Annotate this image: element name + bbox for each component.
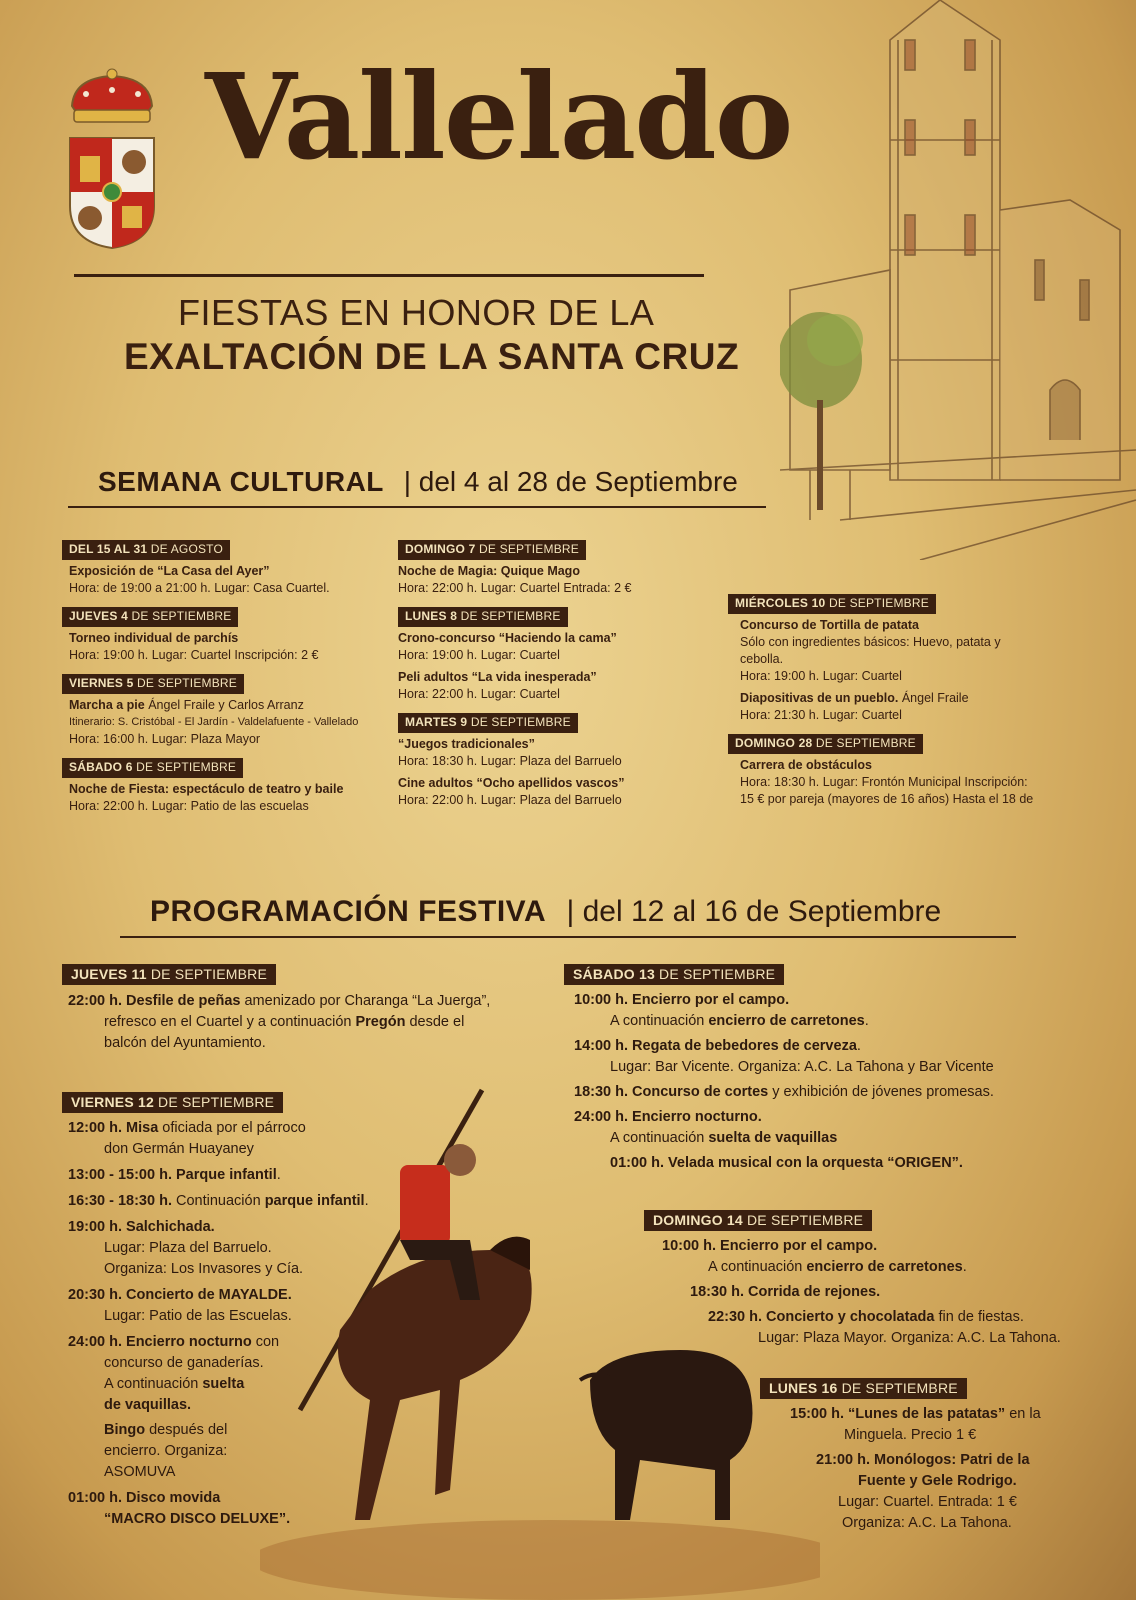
sc-event [62,540,382,597]
event-title: Noche de Magia: Quique Mago [398,564,580,578]
programacion-divider [120,936,1016,938]
fest-event: 15:00 h. “Lunes de las patatas” en la Minguela. Precio 1 € 21:00 h. Monólogos: Patri de la Fuente y Gele Rodrigo. Lugar: Cuartel. Entrada: 1 € Organiza: A.C. La Tahona. [790,1406,1041,1531]
lunes-16 [760,1378,1080,1534]
sc-event [398,607,698,703]
sc-col1 [62,540,382,815]
date-badge: VIERNES 5 DE SEPTIEMBRE [62,674,244,694]
domingo-14 [644,1210,1064,1349]
event-info: Hora: 18:30 h. Lugar: Frontón Municipal Inscripción: [740,775,1028,789]
event-info: Hora: 22:00 h. Lugar: Cuartel Entrada: 2 € [398,581,632,595]
fest-event: 12:00 h. Misa oficiada por el párroco don Germán Huayaney 13:00 - 15:00 h. Parque infantil. 16:30 - 18:30 h. Continuación parque infantil. 19:00 h. Salchichada. Lugar: Plaza del Barruelo. Organiza: Los Invasores y Cía. 20:30 h. Concierto de MAYALDE. Lugar: Patio de las Escuelas. 24:00 h. Encierro nocturno con concurso de ganaderías. A continuación suelta de vaquillas. Bingo después del encierro. Organiza: ASOMUVA 01:00 h. Disco movida “MACRO DISCO DELUXE”. [68,1120,369,1527]
event-info: Itinerario: S. Cristóbal - El Jardín - Valdelafuente - Vallelado [69,716,359,728]
event-info: Hora: 22:00 h. Lugar: Plaza del Barruelo [398,793,622,807]
event-title: Concurso de Tortilla de patata [740,618,919,632]
event-title: Torneo individual de parchís [69,631,239,645]
date-badge: SÁBADO 13 DE SEPTIEMBRE [564,964,784,985]
semana-divider [68,506,766,508]
fest-event: 10:00 h. Encierro por el campo. A continuación encierro de carretones. 14:00 h. Regata de bebedores de cerveza. Lugar: Bar Vicente. Organiza: A.C. La Tahona y Bar Vicente 18:30 h. Concurso de cortes y exhibición de jóvenes promesas. 24:00 h. Encierro nocturno. A continuación suelta de vaquillas 01:00 h. Velada musical con la orquesta “ORIGEN”. [574,992,994,1171]
event-desc: Sólo con ingredientes básicos: Huevo, patata y cebolla. [740,635,1001,666]
event-title: Marcha a pie [69,698,145,712]
coat-of-arms-icon [64,66,160,252]
event-title: Crono-concurso “Haciendo la cama” [398,631,617,645]
sc-event [728,594,1064,724]
event-title: “Juegos tradicionales” [398,737,535,751]
event-info: Hora: 21:30 h. Lugar: Cuartel [740,708,902,722]
event-info: Hora: 22:00 h. Lugar: Cuartel [398,687,560,701]
date-badge: MARTES 9 DE SEPTIEMBRE [398,713,578,733]
semana-cultural-dates: | del 4 al 28 de Septiembre [403,466,738,497]
date-badge: VIERNES 12 DE SEPTIEMBRE [62,1092,283,1113]
sc-event [398,713,698,809]
subtitle-line2: EXALTACIÓN DE LA SANTA CRUZ [124,336,740,377]
viernes-12 [62,1092,422,1530]
semana-cultural-label: SEMANA CULTURAL [98,466,384,497]
date-badge: DOMINGO 14 DE SEPTIEMBRE [644,1210,872,1231]
sc-event [62,607,382,664]
programacion-heading [150,895,941,929]
programacion-label: PROGRAMACIÓN FESTIVA [150,895,547,928]
sc-event [728,734,1064,808]
date-badge: JUEVES 11 DE SEPTIEMBRE [62,964,276,985]
programacion-dates: | del 12 al 16 de Septiembre [566,895,942,928]
event-title: Noche de Fiesta: espectáculo de teatro y baile [69,782,344,796]
event-title-extra: Ángel Fraile [898,691,969,705]
sc-col3 [728,594,1064,808]
fest-event: 22:00 h. Desfile de peñas amenizado por Charanga “La Juerga”, refresco en el Cuartel y a continuación Pregón desde el balcón del Ayuntamiento. [68,993,491,1051]
event-info: 15 € por pareja (mayores de 16 años) Hasta el 18 de [740,792,1034,806]
page-title: Vallelado [205,47,792,186]
sabado-13 [564,964,1034,1174]
sc-event [398,540,698,597]
date-badge: MIÉRCOLES 10 DE SEPTIEMBRE [728,594,936,614]
bull-icon [580,1350,753,1520]
date-badge: DOMINGO 7 DE SEPTIEMBRE [398,540,586,560]
sc-col2 [398,540,698,809]
sc-event [62,674,382,748]
subtitle-line1: FIESTAS EN HONOR DE LA [178,292,655,333]
event-info: Hora: 19:00 h. Lugar: Cuartel Inscripción: 2 € [69,648,319,662]
fest-event: 10:00 h. Encierro por el campo. A continuación encierro de carretones. 18:30 h. Corrida de rejones. 22:30 h. Concierto y chocolatada fin de fiestas. Lugar: Plaza Mayor. Organiza: A.C. La Tahona. [662,1238,1061,1346]
event-info: Hora: de 19:00 a 21:00 h. Lugar: Casa Cuartel. [69,581,330,595]
event-title: Diapositivas de un pueblo. [740,691,899,705]
event-title: Carrera de obstáculos [740,758,872,772]
event-title: Cine adultos “Ocho apellidos vascos” [398,776,625,790]
date-badge: JUEVES 4 DE SEPTIEMBRE [62,607,238,627]
event-info: Hora: 18:30 h. Lugar: Plaza del Barruelo [398,754,622,768]
event-info: Hora: 22:00 h. Lugar: Patio de las escuelas [69,799,309,813]
event-info: Hora: 19:00 h. Lugar: Cuartel [740,669,902,683]
semana-cultural-heading [98,466,738,498]
date-badge: LUNES 8 DE SEPTIEMBRE [398,607,568,627]
event-title-extra: Ángel Fraile y Carlos Arranz [144,698,304,712]
sc-event [62,758,382,815]
date-badge: DOMINGO 28 DE SEPTIEMBRE [728,734,923,754]
event-info: Hora: 19:00 h. Lugar: Cuartel [398,648,560,662]
event-title: Peli adultos “La vida inesperada” [398,670,597,684]
event-info: Hora: 16:00 h. Lugar: Plaza Mayor [69,732,261,746]
date-badge: SÁBADO 6 DE SEPTIEMBRE [62,758,243,778]
date-badge: LUNES 16 DE SEPTIEMBRE [760,1378,967,1399]
church-illustration [780,0,1136,560]
event-title: Exposición de “La Casa del Ayer” [69,564,270,578]
jueves-11 [62,964,542,1054]
title-divider [74,274,704,277]
date-badge: DEL 15 AL 31 DE AGOSTO [62,540,230,560]
